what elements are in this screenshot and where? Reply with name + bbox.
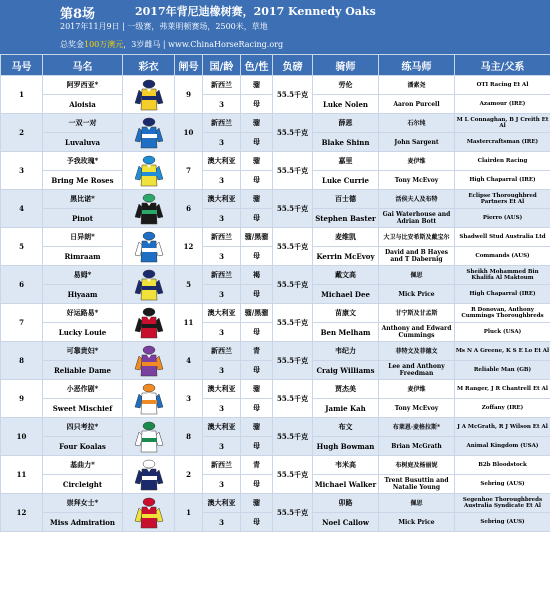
- col-header-trainer: 练马师: [379, 55, 455, 76]
- horse-sex: 母: [241, 247, 273, 266]
- horse-country: 澳大利亚: [203, 380, 241, 399]
- gate-number: 1: [175, 494, 203, 532]
- silks-cell: [123, 418, 175, 456]
- owner-name: Ms N A Greene, K S E Lo Et Al: [455, 342, 550, 361]
- owner-name: Sheikh Mohammed Bin Khalifa Al Maktoum: [455, 266, 550, 285]
- table-row: [1, 190, 550, 209]
- horse-name-cn: 小恶作剧*: [43, 380, 123, 399]
- horse-age: 3: [203, 399, 241, 418]
- jockey-silks-icon: [134, 459, 164, 491]
- horse-name-cn: 日异朗*: [43, 228, 123, 247]
- jockey-silks-icon: [134, 421, 164, 453]
- horse-name-en: Reliable Dame: [43, 361, 123, 380]
- horse-name-cn: 易姆*: [43, 266, 123, 285]
- horse-name-en: Hiyaam: [43, 285, 123, 304]
- table-row: [1, 418, 550, 437]
- jockey-silks-icon: [134, 193, 164, 225]
- owner-name: Eclipse Thoroughbred Partners Et Al: [455, 190, 550, 209]
- owner-name: Segenhoe Thoroughbreds Australia Syndicate Et Al: [455, 494, 550, 513]
- owner-name: Shadwell Stud Australia Ltd: [455, 228, 550, 247]
- jockey-silks-icon: [134, 497, 164, 529]
- owner-name: M Ranger, J R Chantrell Et Al: [455, 380, 550, 399]
- horse-sex: 母: [241, 209, 273, 228]
- trainer-name-cn: 大卫与比安希斯及戴宝尔: [379, 228, 455, 247]
- carried-weight: 55.5千克: [273, 456, 313, 494]
- jockey-name-cn: 布文: [313, 418, 379, 437]
- trainer-name-en: Aaron Purcell: [379, 95, 455, 114]
- horse-number: 3: [1, 152, 43, 190]
- jockey-silks-icon: [134, 231, 164, 263]
- gate-number: 11: [175, 304, 203, 342]
- horse-country: 新西兰: [203, 228, 241, 247]
- horse-age: 3: [203, 247, 241, 266]
- race-title: 2017年背尼迪橡树赛，2017 Kennedy Oaks: [135, 5, 376, 18]
- gate-number: 7: [175, 152, 203, 190]
- gate-number: 9: [175, 76, 203, 114]
- trainer-name-cn: 麦伊维: [379, 152, 455, 171]
- col-header-country-age: 国/龄: [203, 55, 241, 76]
- table-header-row: [1, 55, 550, 76]
- horse-age: 3: [203, 95, 241, 114]
- trainer-name-en: David and B Hayes and T Dabernig: [379, 247, 455, 266]
- horse-age: 3: [203, 171, 241, 190]
- trainer-name-cn: 麦伊维: [379, 380, 455, 399]
- horse-number: 6: [1, 266, 43, 304]
- horse-number: 10: [1, 418, 43, 456]
- horse-name-en: Pinot: [43, 209, 123, 228]
- carried-weight: 55.5千克: [273, 152, 313, 190]
- sire-name: Mastercraftsman (IRE): [455, 133, 550, 152]
- trainer-name-cn: 佩思: [379, 266, 455, 285]
- trainer-name-cn: 布莱恩·麦格拉斯*: [379, 418, 455, 437]
- trainer-name-en: Lee and Anthony Freedman: [379, 361, 455, 380]
- horse-color: 骝: [241, 114, 273, 133]
- horse-number: 2: [1, 114, 43, 152]
- sire-name: Commands (AUS): [455, 247, 550, 266]
- table-row: [1, 228, 550, 247]
- race-info: 2017年11月9日 | 一级赛，弗莱明顿赛场，2500米，草地: [60, 22, 268, 31]
- col-header-gate: 闸号: [175, 55, 203, 76]
- horse-age: 3: [203, 437, 241, 456]
- horse-number: 7: [1, 304, 43, 342]
- table-row: [1, 304, 550, 323]
- horse-age: 3: [203, 133, 241, 152]
- col-header-name: 马名: [43, 55, 123, 76]
- table-row: [1, 380, 550, 399]
- horse-country: 新西兰: [203, 456, 241, 475]
- horse-color: 骝/黑骝: [241, 304, 273, 323]
- horse-name-cn: 一双一对: [43, 114, 123, 133]
- owner-name: Clairden Racing: [455, 152, 550, 171]
- race-prize: [60, 39, 283, 50]
- horse-country: 澳大利亚: [203, 190, 241, 209]
- horse-number: 11: [1, 456, 43, 494]
- horse-name-en: Sweet Mischief: [43, 399, 123, 418]
- horse-name-cn: 基曲力*: [43, 456, 123, 475]
- gate-number: 8: [175, 418, 203, 456]
- jockey-silks-icon: [134, 307, 164, 339]
- table-row: [1, 266, 550, 285]
- horse-age: 3: [203, 475, 241, 494]
- gate-number: 10: [175, 114, 203, 152]
- trainer-name-en: Tony McEvoy: [379, 171, 455, 190]
- horse-name-en: Four Koalas: [43, 437, 123, 456]
- prize-amount: 100万澳元: [84, 40, 124, 49]
- sire-name: Zoffany (IRE): [455, 399, 550, 418]
- horse-country: 澳大利亚: [203, 152, 241, 171]
- horse-country: 澳大利亚: [203, 304, 241, 323]
- jockey-silks-icon: [134, 345, 164, 377]
- sire-name: Reliable Man (GB): [455, 361, 550, 380]
- table-row: [1, 152, 550, 171]
- runners-table: [0, 54, 550, 532]
- col-header-silks: 彩衣: [123, 55, 175, 76]
- horse-name-cn: 予我玫瑰*: [43, 152, 123, 171]
- jockey-name-cn: 卯路: [313, 494, 379, 513]
- silks-cell: [123, 266, 175, 304]
- horse-sex: 母: [241, 399, 273, 418]
- gate-number: 5: [175, 266, 203, 304]
- horse-country: 新西兰: [203, 114, 241, 133]
- jockey-silks-icon: [134, 117, 164, 149]
- silks-cell: [123, 76, 175, 114]
- carried-weight: 55.5千克: [273, 190, 313, 228]
- jockey-name-en: Noel Callow: [313, 513, 379, 532]
- horse-sex: 母: [241, 133, 273, 152]
- trainer-name-en: Anthony and Edward Cummings: [379, 323, 455, 342]
- race-header: [0, 0, 550, 54]
- table-row: [1, 494, 550, 513]
- horse-number: 4: [1, 190, 43, 228]
- col-header-jockey: 骑师: [313, 55, 379, 76]
- horse-name-en: Luvaluva: [43, 133, 123, 152]
- silks-cell: [123, 342, 175, 380]
- gate-number: 12: [175, 228, 203, 266]
- horse-age: 3: [203, 361, 241, 380]
- col-header-owner-sire: 马主/父系: [455, 55, 550, 76]
- horse-sex: 母: [241, 513, 273, 532]
- trainer-name-en: John Sargent: [379, 133, 455, 152]
- trainer-name-en: Mick Price: [379, 285, 455, 304]
- horse-name-en: Bring Me Roses: [43, 171, 123, 190]
- jockey-name-en: Blake Shinn: [313, 133, 379, 152]
- carried-weight: 55.5千克: [273, 418, 313, 456]
- horse-age: 3: [203, 285, 241, 304]
- trainer-name-cn: 甘宁斯及甘孟斯: [379, 304, 455, 323]
- sire-name: Sebring (AUS): [455, 475, 550, 494]
- trainer-name-cn: 菲特文及菲德文: [379, 342, 455, 361]
- horse-name-cn: 可靠贵妇*: [43, 342, 123, 361]
- table-row: [1, 76, 550, 95]
- jockey-name-en: Ben Melham: [313, 323, 379, 342]
- horse-color: 骝: [241, 380, 273, 399]
- trainer-name-cn: 活侯夫人及布特: [379, 190, 455, 209]
- jockey-name-en: Stephen Baster: [313, 209, 379, 228]
- silks-cell: [123, 190, 175, 228]
- horse-color: 骝/黑骝: [241, 228, 273, 247]
- horse-number: 1: [1, 76, 43, 114]
- silks-cell: [123, 304, 175, 342]
- owner-name: M L Connaghan, B J Creith Et Al: [455, 114, 550, 133]
- col-header-color-sex: 色/性: [241, 55, 273, 76]
- carried-weight: 55.5千克: [273, 228, 313, 266]
- jockey-silks-icon: [134, 269, 164, 301]
- trainer-name-en: Tony McEvoy: [379, 399, 455, 418]
- carried-weight: 55.5千克: [273, 304, 313, 342]
- gate-number: 6: [175, 190, 203, 228]
- jockey-name-cn: 贾杰美: [313, 380, 379, 399]
- horse-number: 9: [1, 380, 43, 418]
- jockey-name-en: Michael Dee: [313, 285, 379, 304]
- carried-weight: 55.5千克: [273, 380, 313, 418]
- trainer-name-en: Trent Busuttin and Natalie Young: [379, 475, 455, 494]
- jockey-name-en: Kerrin McEvoy: [313, 247, 379, 266]
- horse-color: 骝: [241, 190, 273, 209]
- jockey-name-en: Luke Nolen: [313, 95, 379, 114]
- horse-color: 骝: [241, 494, 273, 513]
- horse-country: 新西兰: [203, 266, 241, 285]
- horse-color: 青: [241, 456, 273, 475]
- trainer-name-en: Brian McGrath: [379, 437, 455, 456]
- owner-name: B2b Bloodstock: [455, 456, 550, 475]
- carried-weight: 55.5千克: [273, 494, 313, 532]
- table-row: [1, 114, 550, 133]
- silks-cell: [123, 494, 175, 532]
- col-header-no: 马号: [1, 55, 43, 76]
- silks-cell: [123, 456, 175, 494]
- horse-sex: 母: [241, 323, 273, 342]
- prize-suffix: ，3岁雌马 | www.ChinaHorseRacing.org: [123, 40, 284, 49]
- silks-cell: [123, 114, 175, 152]
- horse-country: 新西兰: [203, 76, 241, 95]
- jockey-name-cn: 韦米高: [313, 456, 379, 475]
- jockey-name-cn: 苗康文: [313, 304, 379, 323]
- sire-name: Sebring (AUS): [455, 513, 550, 532]
- silks-cell: [123, 152, 175, 190]
- horse-name-cn: 好运路易*: [43, 304, 123, 323]
- horse-color: 骝: [241, 418, 273, 437]
- horse-country: 澳大利亚: [203, 494, 241, 513]
- horse-number: 12: [1, 494, 43, 532]
- gate-number: 3: [175, 380, 203, 418]
- carried-weight: 55.5千克: [273, 114, 313, 152]
- owner-name: OTI Racing Et Al: [455, 76, 550, 95]
- horse-sex: 母: [241, 95, 273, 114]
- horse-sex: 母: [241, 285, 273, 304]
- horse-number: 5: [1, 228, 43, 266]
- sire-name: Animal Kingdom (USA): [455, 437, 550, 456]
- horse-name-en: Miss Admiration: [43, 513, 123, 532]
- jockey-silks-icon: [134, 79, 164, 111]
- horse-name-cn: 四只考拉*: [43, 418, 123, 437]
- horse-country: 新西兰: [203, 342, 241, 361]
- jockey-name-en: Jamie Kah: [313, 399, 379, 418]
- trainer-name-cn: 佩思: [379, 494, 455, 513]
- trainer-name-en: Gai Waterhouse and Adrian Bott: [379, 209, 455, 228]
- jockey-name-cn: 百士德: [313, 190, 379, 209]
- carried-weight: 55.5千克: [273, 266, 313, 304]
- owner-name: J A McGrath, R J Wilson Et Al: [455, 418, 550, 437]
- horse-color: 骝: [241, 152, 273, 171]
- silks-cell: [123, 228, 175, 266]
- jockey-silks-icon: [134, 155, 164, 187]
- horse-name-cn: 黑比诺*: [43, 190, 123, 209]
- horse-color: 骝: [241, 76, 273, 95]
- table-row: [1, 456, 550, 475]
- horse-sex: 母: [241, 475, 273, 494]
- horse-name-en: Rimraam: [43, 247, 123, 266]
- race-number: 第8场: [60, 7, 96, 22]
- table-row: [1, 342, 550, 361]
- horse-name-cn: 崇拜女士*: [43, 494, 123, 513]
- horse-color: 青: [241, 342, 273, 361]
- horse-name-en: Circleight: [43, 475, 123, 494]
- owner-name: R Donovan, Anthony Cummings Thoroughbreds: [455, 304, 550, 323]
- gate-number: 4: [175, 342, 203, 380]
- carried-weight: 55.5千克: [273, 76, 313, 114]
- jockey-name-en: Luke Currie: [313, 171, 379, 190]
- horse-color: 褐: [241, 266, 273, 285]
- horse-sex: 母: [241, 437, 273, 456]
- jockey-name-cn: 劳伦: [313, 76, 379, 95]
- jockey-name-en: Michael Walker: [313, 475, 379, 494]
- sire-name: High Chaparral (IRE): [455, 285, 550, 304]
- horse-age: 3: [203, 209, 241, 228]
- trainer-name-en: Mick Price: [379, 513, 455, 532]
- horse-number: 8: [1, 342, 43, 380]
- gate-number: 2: [175, 456, 203, 494]
- sire-name: High Chaparral (IRE): [455, 171, 550, 190]
- sire-name: Pierro (AUS): [455, 209, 550, 228]
- horse-name-en: Lucky Louie: [43, 323, 123, 342]
- horse-name-en: Aloisia: [43, 95, 123, 114]
- trainer-name-cn: 布树庭及杨丽妮: [379, 456, 455, 475]
- jockey-name-cn: 戴文高: [313, 266, 379, 285]
- col-header-weight: 负磅: [273, 55, 313, 76]
- horse-sex: 母: [241, 171, 273, 190]
- jockey-silks-icon: [134, 383, 164, 415]
- sire-name: Pluck (USA): [455, 323, 550, 342]
- silks-cell: [123, 380, 175, 418]
- sire-name: Azamour (IRE): [455, 95, 550, 114]
- jockey-name-cn: 韦纪力: [313, 342, 379, 361]
- horse-country: 澳大利亚: [203, 418, 241, 437]
- horse-age: 3: [203, 513, 241, 532]
- jockey-name-cn: 薛恩: [313, 114, 379, 133]
- horse-age: 3: [203, 323, 241, 342]
- trainer-name-cn: 潘素尧: [379, 76, 455, 95]
- jockey-name-en: Craig Williams: [313, 361, 379, 380]
- jockey-name-cn: 嘉里: [313, 152, 379, 171]
- jockey-name-en: Hugh Bowman: [313, 437, 379, 456]
- prize-prefix: 总奖金: [60, 40, 84, 49]
- carried-weight: 55.5千克: [273, 342, 313, 380]
- horse-sex: 母: [241, 361, 273, 380]
- trainer-name-cn: 石尔纯: [379, 114, 455, 133]
- horse-name-cn: 阿罗西亚*: [43, 76, 123, 95]
- jockey-name-cn: 麦维凯: [313, 228, 379, 247]
